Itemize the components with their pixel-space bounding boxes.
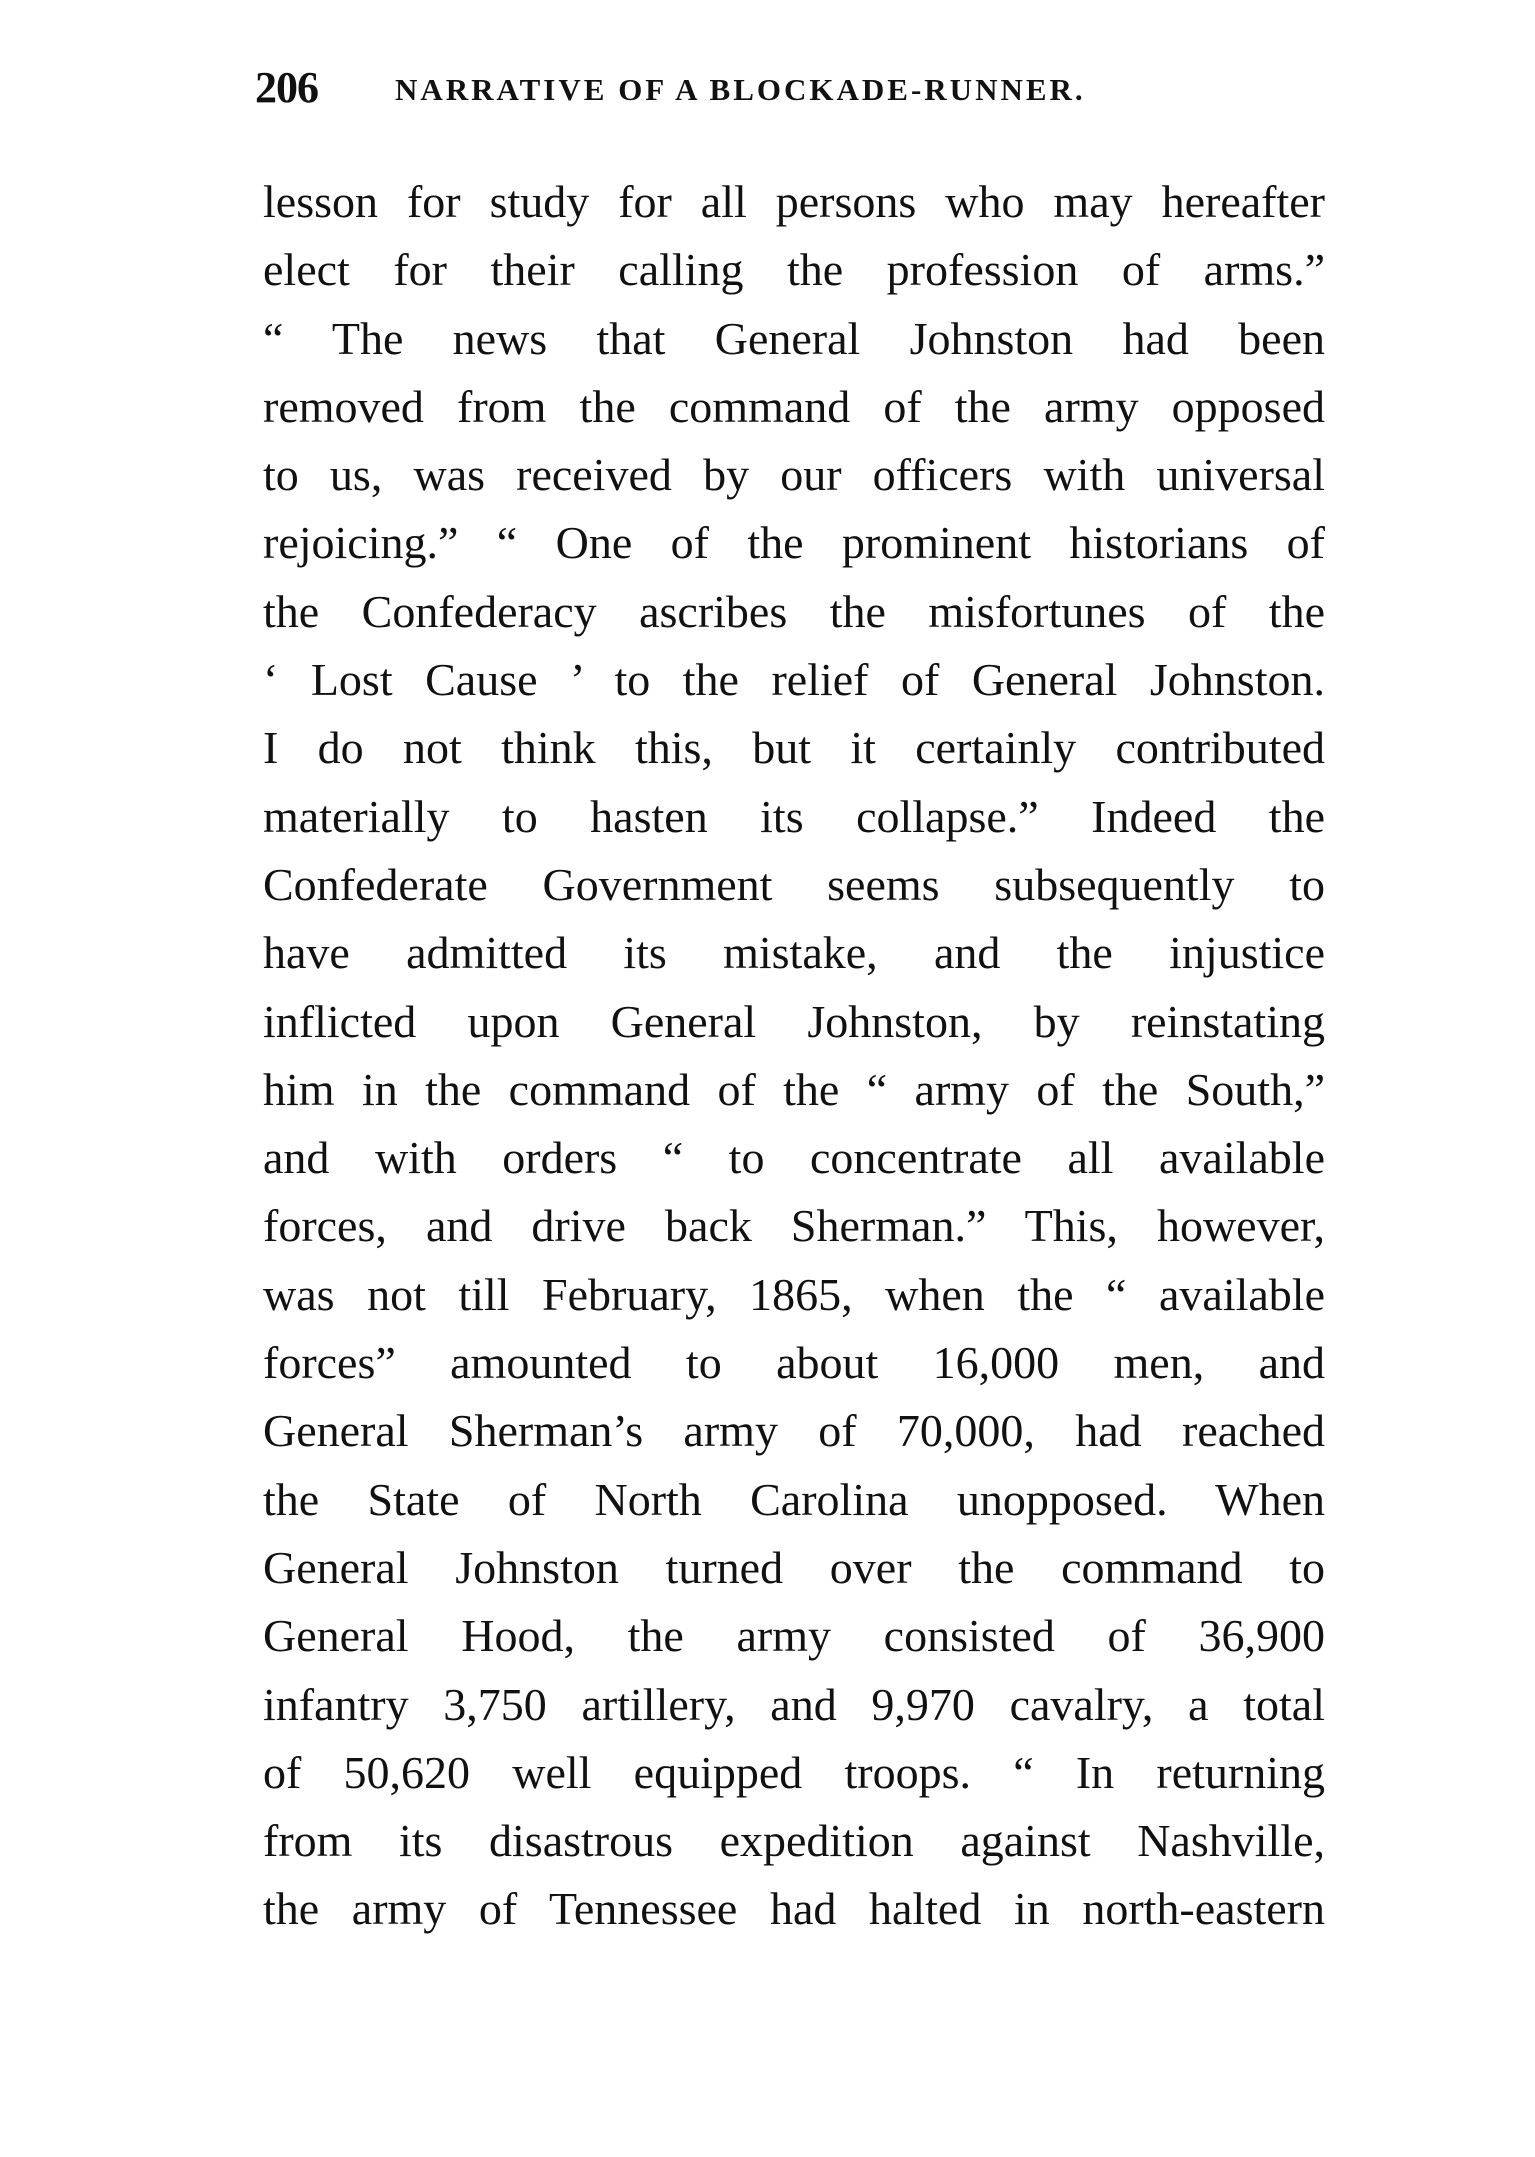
- text-line: forces, and drive back Sherman.” This, however,: [263, 1200, 1325, 1252]
- running-title: NARRATIVE OF A BLOCKADE-RUNNER.: [395, 72, 1086, 107]
- text-line: forces” amounted to about 16,000 men, and: [263, 1337, 1325, 1389]
- text-line: ‘ Lost Cause ’ to the relief of General Johnston.: [263, 654, 1325, 706]
- text-line: inflicted upon General Johnston, by reinstating: [263, 995, 1325, 1047]
- text-line: the army of Tennessee had halted in north-eastern: [263, 1883, 1325, 1935]
- text-line: materially to hasten its collapse.” Indeed the: [263, 790, 1325, 842]
- text-line: have admitted its mistake, and the injustice: [263, 927, 1325, 979]
- text-line: was not till February, 1865, when the “ available: [263, 1268, 1325, 1320]
- text-line: infantry 3,750 artillery, and 9,970 cavalry, a total: [263, 1678, 1325, 1730]
- text-line: and with orders “ to concentrate all available: [263, 1132, 1325, 1184]
- text-line: General Sherman’s army of 70,000, had reached: [263, 1405, 1325, 1457]
- text-line: of 50,620 well equipped troops. “ In returning: [263, 1746, 1325, 1798]
- text-line: him in the command of the “ army of the South,”: [263, 1063, 1325, 1115]
- text-line: rejoicing.” “ One of the prominent historians of: [263, 517, 1325, 569]
- text-line: lesson for study for all persons who may hereafter: [263, 176, 1325, 227]
- text-line: to us, was received by our officers with universal: [263, 449, 1325, 501]
- page-header: [255, 62, 1295, 112]
- body-text: [263, 168, 1325, 1944]
- text-line: “ The news that General Johnston had been: [263, 312, 1325, 364]
- text-line: removed from the command of the army opposed: [263, 380, 1325, 432]
- text-line: General Hood, the army consisted of 36,900: [263, 1610, 1325, 1662]
- text-line: the State of North Carolina unopposed. When: [263, 1473, 1325, 1525]
- text-line: elect for their calling the profession of arms.”: [263, 244, 1325, 296]
- text-line: General Johnston turned over the command to: [263, 1541, 1325, 1593]
- text-line: Confederate Government seems subsequently to: [263, 858, 1325, 910]
- text-line: the Confederacy ascribes the misfortunes of the: [263, 585, 1325, 637]
- text-line: I do not think this, but it certainly contributed: [263, 722, 1325, 774]
- text-line: from its disastrous expedition against Nashville,: [263, 1815, 1325, 1867]
- page-number: 206: [255, 63, 318, 112]
